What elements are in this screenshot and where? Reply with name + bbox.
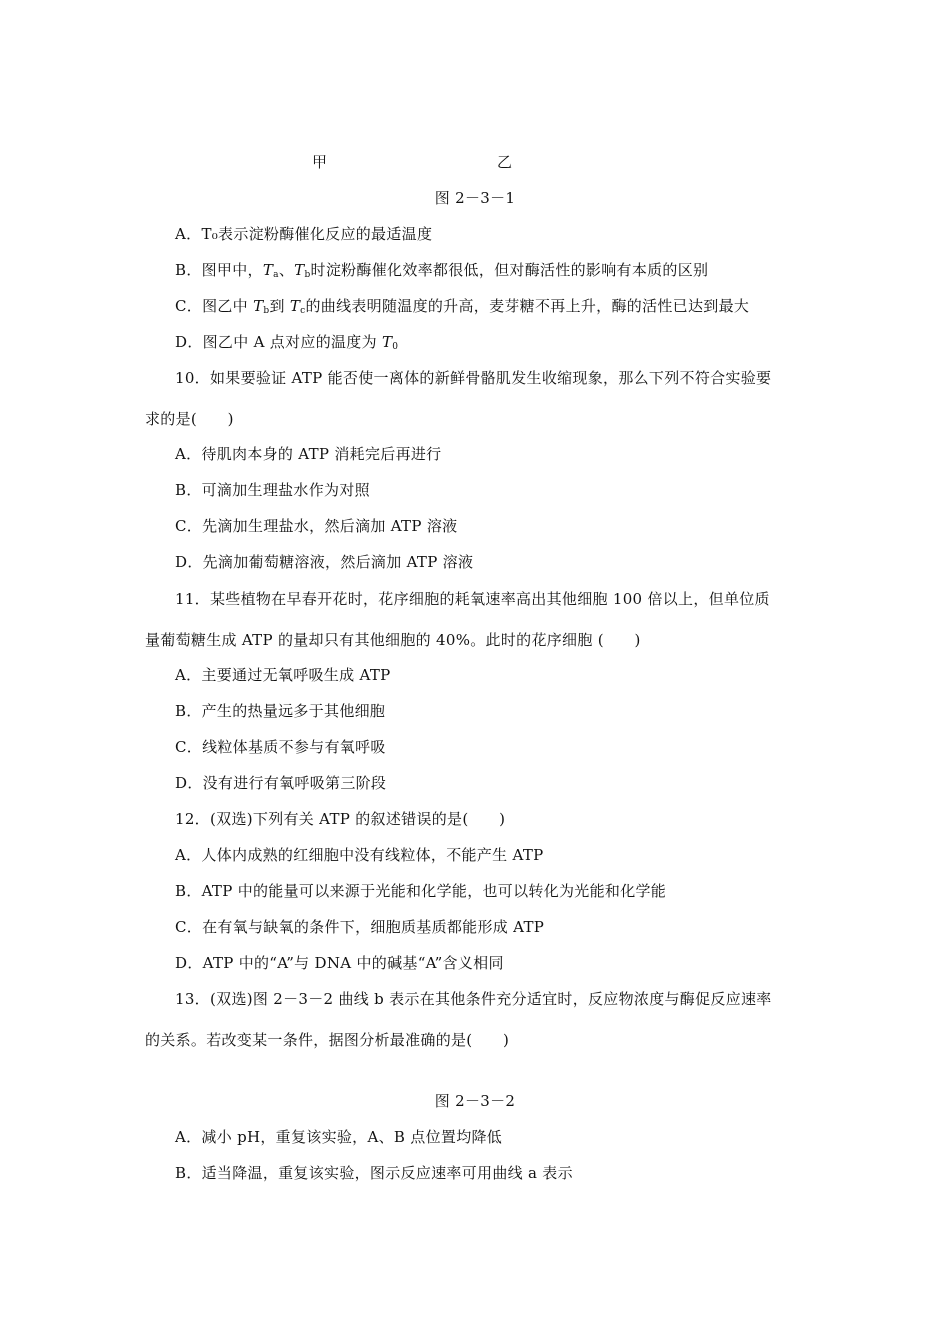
q11-option-b: B．产生的热量远多于其他细胞 (175, 702, 386, 720)
q13-stem-line2: 的关系。若改变某一条件，据图分析最准确的是( ) (145, 1031, 510, 1049)
q13-stem-line1: 13．(双选)图 2－3－2 曲线 b 表示在其他条件充分适宜时，反应物浓度与酶促反应速率 (175, 990, 772, 1008)
q11-option-c: C．线粒体基质不参与有氧呼吸 (175, 738, 386, 756)
q10-stem-line1: 10．如果要验证 ATP 能否使一离体的新鲜骨骼肌发生收缩现象，那么下列不符合实验要 (175, 369, 772, 387)
q10-option-c: C．先滴加生理盐水，然后滴加 ATP 溶液 (175, 517, 458, 535)
q11-stem-line1: 11．某些植物在早春开花时，花序细胞的耗氧速率高出其他细胞 100 倍以上，但单位质 (175, 590, 770, 608)
q11-option-d: D．没有进行有氧呼吸第三阶段 (175, 774, 387, 792)
q9-option-a: A．T₀表示淀粉酶催化反应的最适温度 (175, 225, 433, 243)
q11-option-a: A．主要通过无氧呼吸生成 ATP (175, 666, 391, 684)
q10-option-a: A．待肌肉本身的 ATP 消耗完后再进行 (175, 445, 442, 463)
figure-caption-2-3-1: 图 2－3－1 (434, 189, 516, 207)
q11-stem-line2: 量葡萄糖生成 ATP 的量却只有其他细胞的 40%。此时的花序细胞 ( ) (145, 631, 641, 649)
q9-option-c: C．图乙中 $T_b$到 $T_c$的曲线表明随温度的升高，麦芽糖不再上升，酶的活性已达到最大 (175, 297, 750, 316)
q12-option-d: D．ATP 中的“A”与 DNA 中的碱基“A”含义相同 (175, 954, 504, 972)
figure-caption-2-3-2: 图 2－3－2 (434, 1092, 516, 1110)
q12-option-b: B．ATP 中的能量可以来源于光能和化学能，也可以转化为光能和化学能 (175, 882, 667, 900)
q10-option-b: B．可滴加生理盐水作为对照 (175, 481, 370, 499)
q12-option-a: A．人体内成熟的红细胞中没有线粒体，不能产生 ATP (175, 846, 544, 864)
q12-stem: 12．(双选)下列有关 ATP 的叙述错误的是( ) (175, 810, 506, 828)
q13-option-a: A．减小 pH，重复该实验，A、B 点位置均降低 (175, 1128, 503, 1146)
q12-option-c: C．在有氧与缺氧的条件下，细胞质基质都能形成 ATP (175, 918, 545, 936)
q10-option-d: D．先滴加葡萄糖溶液，然后滴加 ATP 溶液 (175, 553, 474, 571)
figure-label-yi: 乙 (497, 153, 513, 171)
figure-label-jia: 甲 (312, 153, 328, 171)
q10-stem-line2: 求的是( ) (145, 410, 234, 428)
q9-option-d: D．图乙中 A 点对应的温度为 $T_0$ (175, 333, 399, 352)
q9-option-b: B．图甲中，$T_a$、$T_b$时淀粉酶催化效率都很低，但对酶活性的影响有本质的区别 (175, 261, 709, 280)
q13-option-b: B．适当降温，重复该实验，图示反应速率可用曲线 a 表示 (175, 1164, 573, 1182)
